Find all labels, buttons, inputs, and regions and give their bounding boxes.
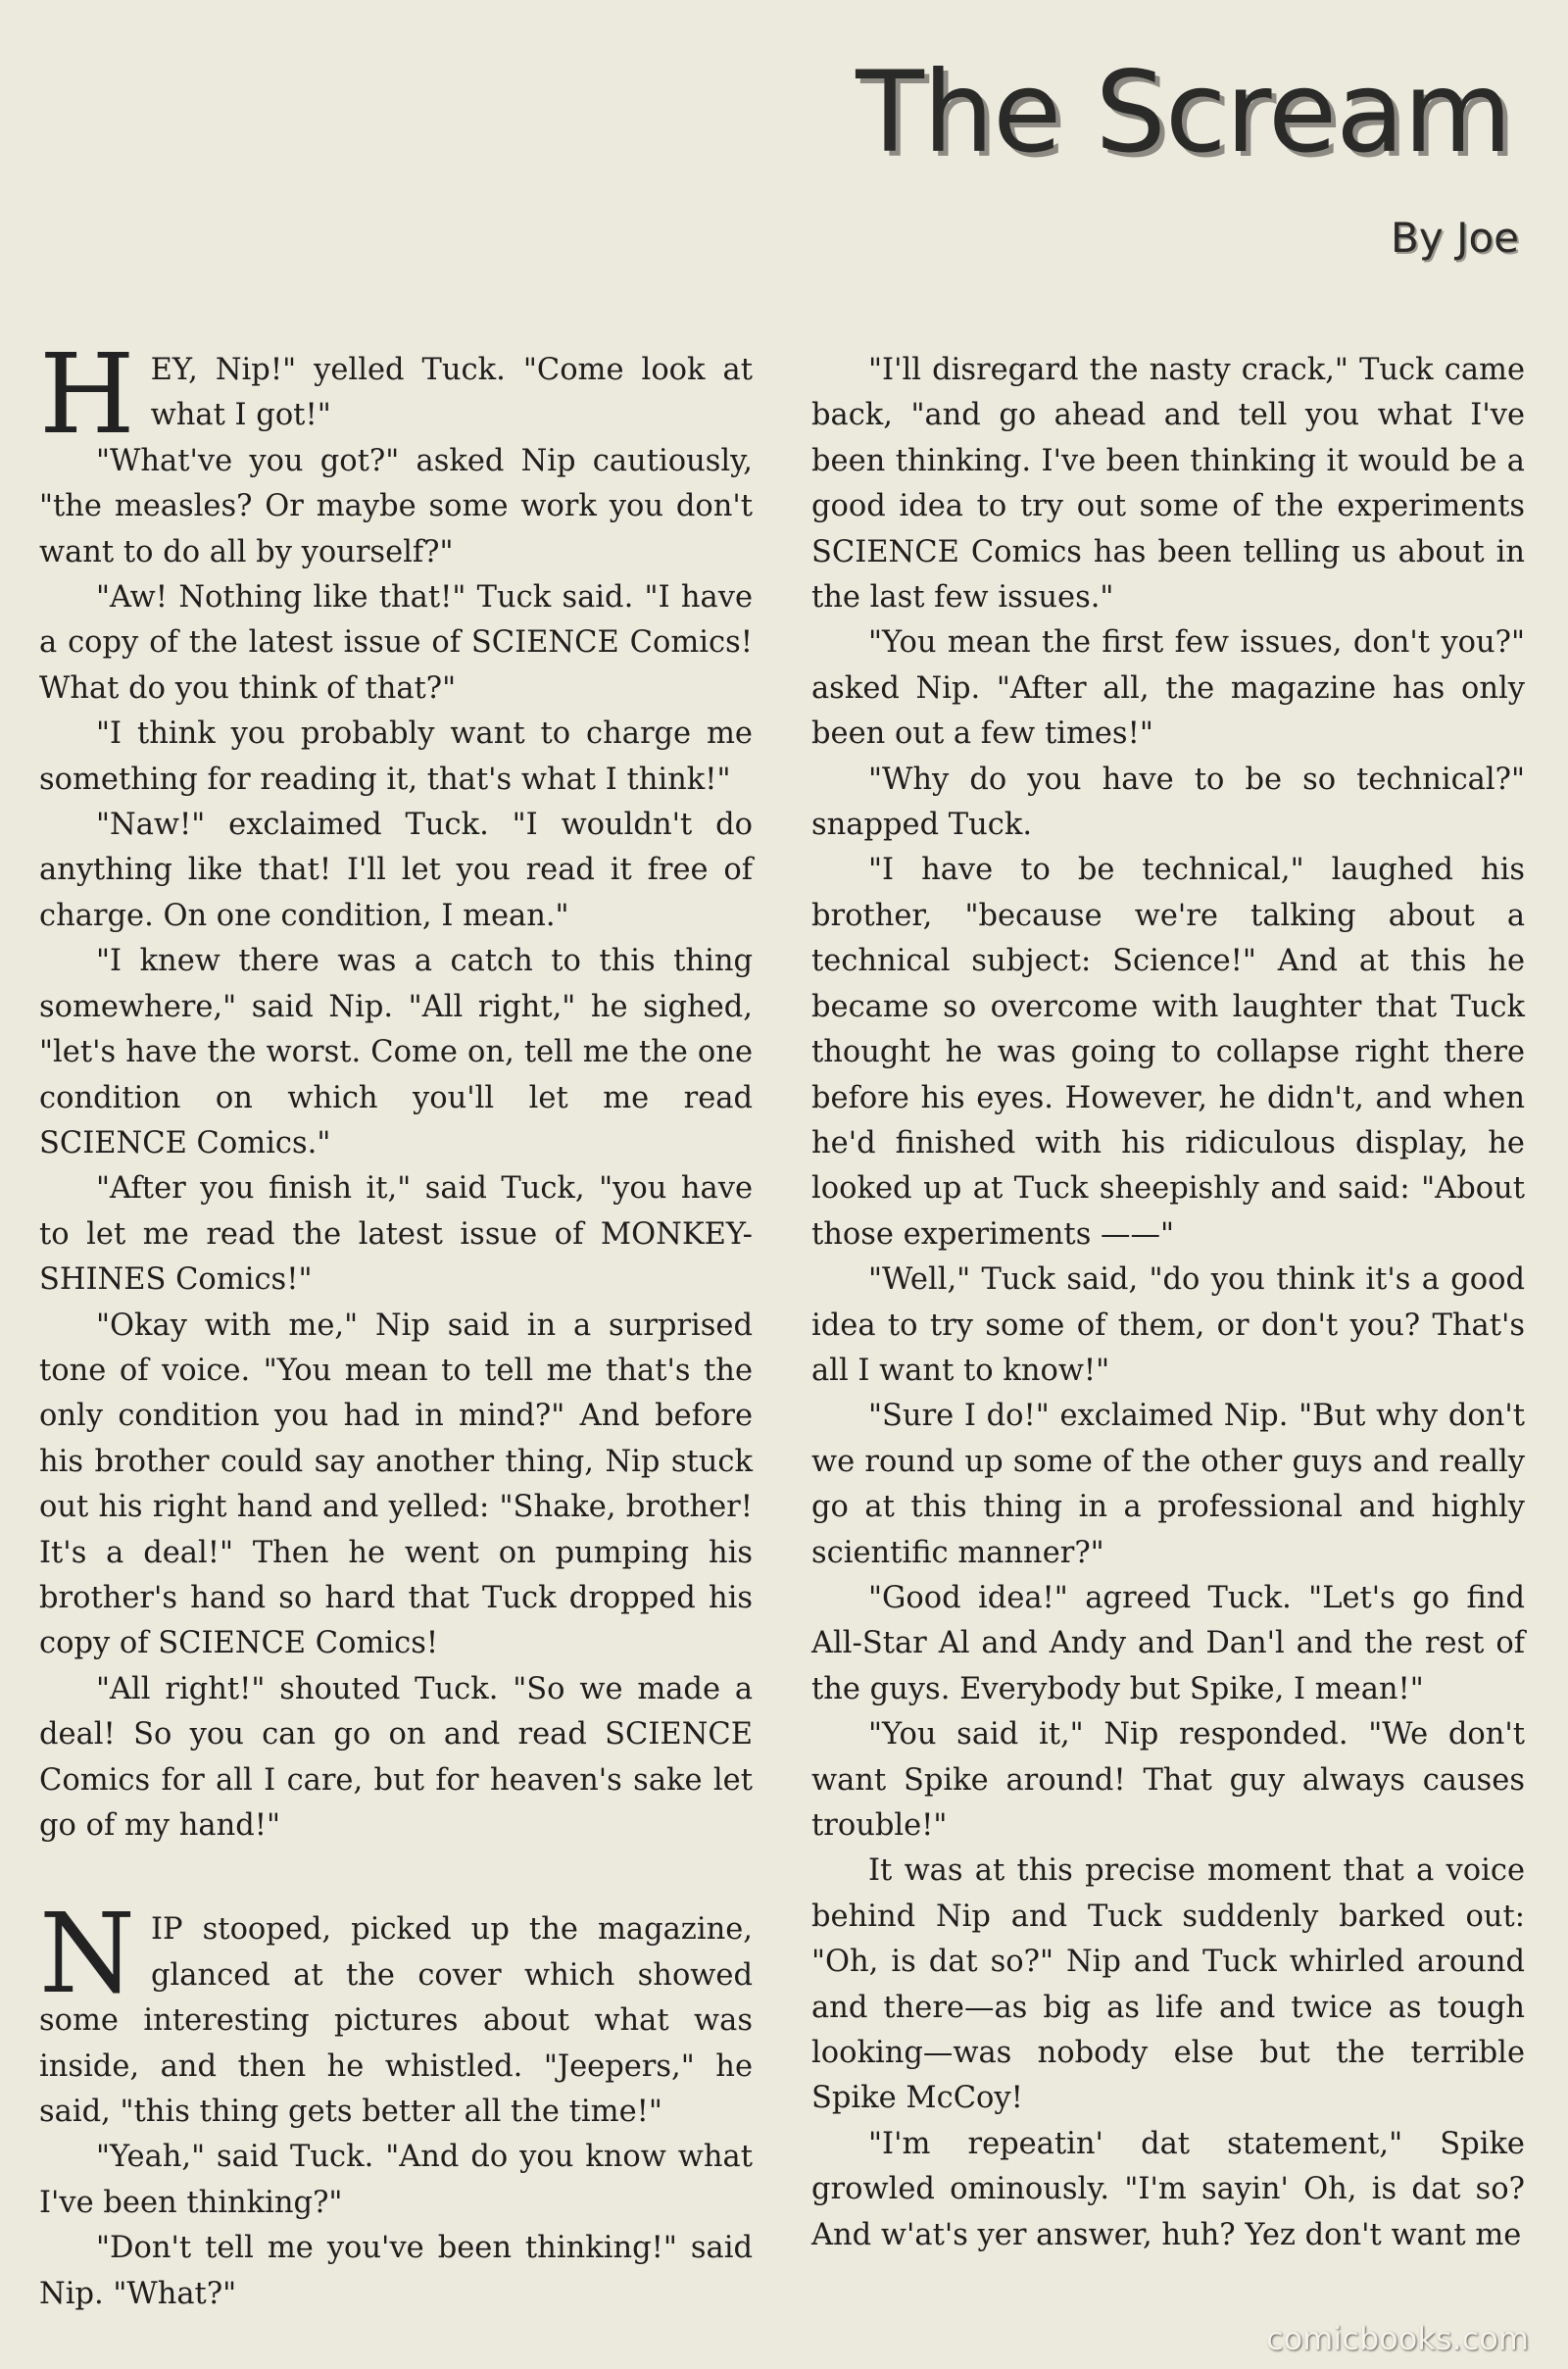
story-paragraph: "Why do you have to be so technical?" snapped Tuck. xyxy=(811,762,1525,843)
story-paragraph: "Naw!" exclaimed Tuck. "I wouldn't do anything like that! I'll let you read it free of charge. On one condition, I mean." xyxy=(39,808,753,933)
story-paragraph: "Yeah," said Tuck. "And do you know what I've been thinking?" xyxy=(39,2140,753,2220)
story-paragraph: "I'm repeatin' dat statement," Spike growled ominously. "I'm sayin' Oh, is dat so? And w'at's yer answer, huh? Yez don't want me xyxy=(811,2126,1525,2252)
author-byline: By Joe xyxy=(1391,214,1519,262)
story-paragraph: It was at this precise moment that a voice behind Nip and Tuck suddenly barked out: "Oh, is dat so?" Nip and Tuck whirled around and there—as big as life and twice as tough looking—was nobody else but the terrible Spike McCoy! xyxy=(811,1853,1525,2116)
story-paragraph: "I knew there was a catch to this thing somewhere," said Nip. "All right," he sighed, "let's have the worst. Come on, tell me the one condition on which you'll let me read SCIENCE Comics." xyxy=(39,944,753,1160)
story-paragraph: "Aw! Nothing like that!" Tuck said. "I have a copy of the latest issue of SCIENCE Comics! What do you think of that?" xyxy=(39,580,753,706)
left-column xyxy=(39,331,753,2317)
story-paragraph: "Don't tell me you've been thinking!" said Nip. "What?" xyxy=(39,2231,753,2311)
drop-cap: N xyxy=(39,1891,135,2019)
story-paragraph: "Well," Tuck said, "do you think it's a good idea to try some of them, or don't you? That's all I want to know!" xyxy=(811,1262,1525,1388)
story-paragraph: "You said it," Nip responded. "We don't want Spike around! That guy always causes trouble!" xyxy=(811,1717,1525,1843)
story-paragraph: "All right!" shouted Tuck. "So we made a deal! So you can go on and read SCIENCE Comics for all I care, but for heaven's sake let go of my hand!" xyxy=(39,1671,753,1843)
story-paragraph: "You mean the first few issues, don't you?" asked Nip. "After all, the magazine has only been out a few times!" xyxy=(811,625,1525,752)
story-paragraph: "After you finish it," said Tuck, "you have to let me read the latest issue of MONKEY-SHINES Comics!" xyxy=(39,1171,753,1298)
right-column xyxy=(811,348,1525,2258)
story-paragraph: "Sure I do!" exclaimed Nip. "But why don't we round up some of the other guys and really go at this thing in a professional and highly scientific manner?" xyxy=(811,1399,1525,1570)
story-paragraph: "Good idea!" agreed Tuck. "Let's go find All-Star Al and Andy and Dan'l and the rest of the guys. Everybody but Spike, I mean!" xyxy=(811,1580,1525,1706)
story-paragraph: "I have to be technical," laughed his brother, "because we're talking about a technical subject: Science!" And at this he became so overcome with laughter that Tuck thought he was going to collapse right there before his eyes. However, he didn't, and when he'd finished with his ridiculous display, he looked up at Tuck sheepishly and said: "About those experiments ——" xyxy=(811,853,1525,1252)
story-paragraph: "I'll disregard the nasty crack," Tuck came back, "and go ahead and tell you what I've been thinking. I've been thinking it would be a good idea to try out some of the experiments SCIENCE Comics has been telling us about in the last few issues." xyxy=(811,353,1525,616)
story-title: The Scream xyxy=(856,47,1511,177)
site-watermark: comicbooks.com xyxy=(1265,2320,1529,2357)
story-paragraph: "Okay with me," Nip said in a surprised tone of voice. "You mean to tell me that's the only condition you had in mind?" And before his brother could say another thing, Nip stuck out his right hand and yelled: "Shake, brother! It's a deal!" Then he went on pumping his brother's hand so hard that Tuck dropped his copy of SCIENCE Comics! xyxy=(39,1308,753,1661)
story-paragraph: HEY, Nip!" yelled Tuck. "Come look at what I got!" xyxy=(39,331,753,459)
drop-cap: H xyxy=(39,331,135,459)
story-paragraph: "What've you got?" asked Nip cautiously, "the measles? Or maybe some work you don't want to do all by yourself?" xyxy=(39,443,753,569)
story-paragraph: NIP stooped, picked up the magazine, glanced at the cover which showed some interesting pictures about what was inside, and then he whistled. "Jeepers," he said, "this thing gets better all the time!" xyxy=(39,1891,753,2130)
story-paragraph: "I think you probably want to charge me something for reading it, that's what I think!" xyxy=(39,716,753,797)
